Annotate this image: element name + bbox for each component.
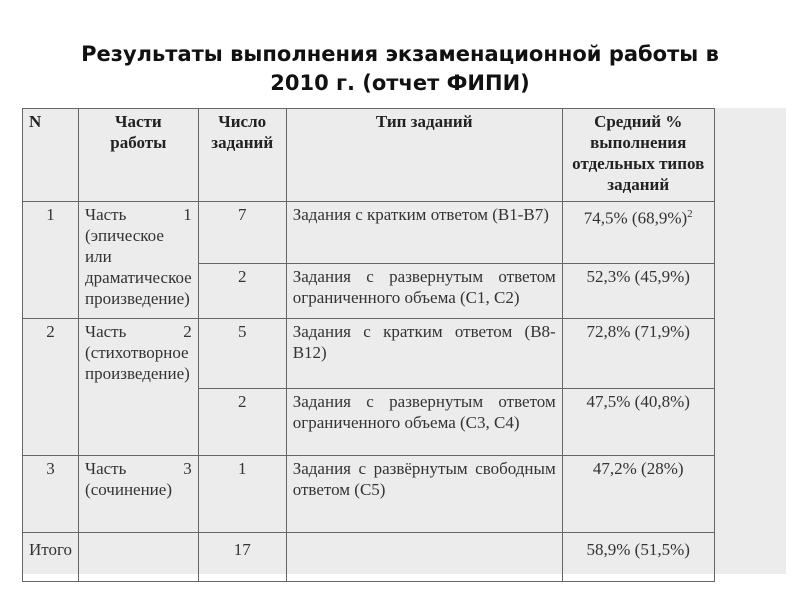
cell-pct: 52,3% (45,9%) <box>562 264 714 319</box>
cell-part: Часть 2 (стихотворное произведение) <box>79 319 199 456</box>
cell-pct: 47,5% (40,8%) <box>562 389 714 456</box>
cell-type: Задания с развёрнутым свободным ответом (С5) <box>286 456 562 533</box>
title-line-2: 2010 г. (отчет ФИПИ) <box>270 71 530 95</box>
header-count: Число заданий <box>198 109 286 202</box>
cell-n: 2 <box>23 319 79 456</box>
table-row <box>23 533 715 582</box>
table-row <box>23 456 715 533</box>
page-title <box>0 40 800 98</box>
header-type: Тип заданий <box>286 109 562 202</box>
cell-count: 1 <box>198 456 286 533</box>
cell-count: 5 <box>198 319 286 389</box>
cell-pct <box>562 202 714 264</box>
cell-type: Задания с кратким ответом (В8-В12) <box>286 319 562 389</box>
cell-type: Задания с развернутым ответом ограниченного объема (С3, С4) <box>286 389 562 456</box>
cell-type: Задания с кратким ответом (В1-В7) <box>286 202 562 264</box>
cell-n: Итого <box>23 533 79 582</box>
cell-n: 3 <box>23 456 79 533</box>
cell-n: 1 <box>23 202 79 319</box>
table-row <box>23 202 715 264</box>
header-part: Части работы <box>79 109 199 202</box>
cell-pct-value: 74,5% (68,9%) <box>583 208 688 228</box>
cell-count: 2 <box>198 264 286 319</box>
cell-count: 17 <box>198 533 286 582</box>
table-row <box>23 319 715 389</box>
table-header-row <box>23 109 715 202</box>
cell-part: Часть 3 (сочинение) <box>79 456 199 533</box>
cell-part <box>79 533 199 582</box>
cell-pct: 47,2% (28%) <box>562 456 714 533</box>
cell-pct: 72,8% (71,9%) <box>562 319 714 389</box>
cell-pct: 58,9% (51,5%) <box>562 533 714 582</box>
results-table <box>22 108 715 582</box>
cell-type <box>286 533 562 582</box>
header-pct: Средний % выполнения отдельных типов заданий <box>562 109 714 202</box>
title-line-1: Результаты выполнения экзаменационной работы в <box>81 42 719 66</box>
cell-count: 7 <box>198 202 286 264</box>
header-n: N <box>23 109 79 202</box>
cell-part: Часть 1 (эпическое или драматическое произведение) <box>79 202 199 319</box>
cell-count: 2 <box>198 389 286 456</box>
cell-pct-footnote: 2 <box>687 208 693 220</box>
cell-type: Задания с развернутым ответом ограниченного объема (С1, С2) <box>286 264 562 319</box>
